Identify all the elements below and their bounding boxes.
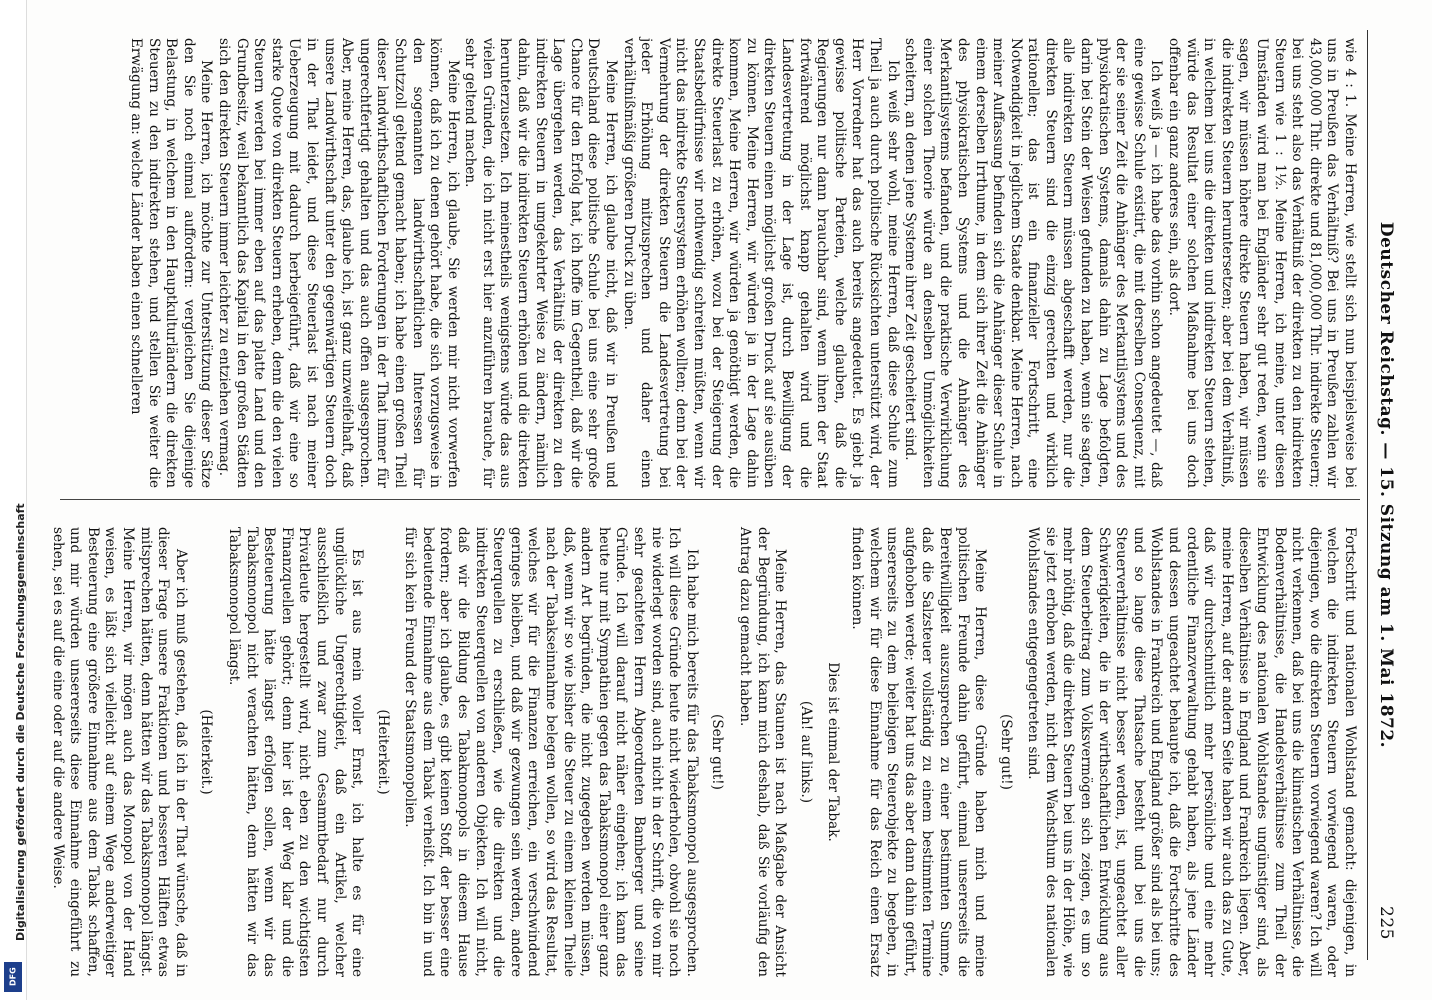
paragraph: Ich weiß ja — ich habe das vorhin schon angedeutet —, daß eine gewisse Schule existirt, die mit derselben Consequenz, mit der sie seiner Zeit die Anhänger des Merkantilsystems und des physiokratischen Systems, damals dahin zu Lage befolgten, darin bei Stein der Weisen gefunden zu haben, wenn sie sagten, alle indirekten Steuern müssen abgeschafft werden, nur die direkten Steuern sind die einzig gerechten und wirklich rationellen; das ist ein finanzieller Fortschritt, eine Notwendigkeit in jeglichem Staate denkbar. Meine Herren, nach meiner Auffassung befinden sich die Anhänger dieser Schule in einem derselben Irrthume, in dem sich ihrer Zeit die Anhänger des physiokratischen Systems und die Anhänger des Merkantilsystems befanden, und die praktische Verwirklichung einer solchen Theorie würde an denselben Unmöglichkeiten scheitern, an denen jene Systeme ihrer Zeit gescheitert sind.	[902, 38, 1165, 488]
paragraph: Meine Herren, das Staunen ist nach Maßgabe der Ansicht der Begründung, ich kann mich deshalb, daß Sie vorläufig den Antrag dazu gemacht haben.	[737, 527, 789, 977]
paragraph: Fortschritt und nationalen Wohlstand gemacht: diejenigen, in welchen die indirekten Steuern vorwiegend waren, oder diejenigen, wo die direkten Steuern vorwiegend waren? Ich will nicht verkennen, daß bei uns die klimatischen Verhältnisse, die Bodenverhältnisse, die Handelsverhältnisse zum Theil der Entwicklung des nationalen Wohlstandes ungünstiger sind, als dieselben Verhältnisse in England und Frankreich liegen. Aber, meine Herren, auf der andern Seite haben wir auch das zu Gute, daß wir durchschnittlich mehr persönliche und eine mehr ordentliche Finanzverwaltung gehabt haben, als jene Länder und dessen ungeachtet behaupte ich, daß die Fortschritte des Wohlstandes in Frankreich und England größer sind als bei uns; und so lange diese Thatsache besteht und bei uns die Steuerverhältnisse nicht besser werden, ist, ungeachtet aller Schwierigkeiten, die in der wirthschaftlichen Entwicklung aus dem Steuerbeitrag zum Volksvermögen sich zeigen, es um so mehr nöthig, daß die direkten Steuern bei uns in der Höhe, wie sie jetzt erhoben werden, nicht dem Wachsthum des nationalen Wohlstandes entgegengetreten sind.	[1025, 527, 1358, 977]
left-column	[58, 38, 1358, 488]
paragraph: Aber ich muß gestehen, daß ich in der That wünsche, daß in dieser Frage unsere Fraktionen und besseren Hälften etwas mitsprechen hätten, denn hätten wir das Tabaksmonopol längst. Meine Herren, wir mögen auch das Monopol von der Hand weisen, es läßt sich vielleicht auf einem Wege anderweitiger Besteuerung eine größere Einnahme aus dem Tabak schaffen, und mir würden unsererseits diese Einnahme eingeführt zu sehen, sei es auf die eine oder auf die andere Weise.	[49, 527, 189, 977]
paragraph: Meine Herren, ich glaube, Sie werden mir nicht vorwerfen können, daß ich zu denen gehört habe, die sich vorzugsweise in den sogenannten landwirthschaftlichen Interessen für Schutzzoll geltend gemacht haben; ich habe einen großen Theil dieser landwirthschaftlichen Forderungen in der That immer für ungerechtfertigt gehalten und das auch offen ausgesprochen. Aber, meine Herren, das, glaube ich, ist ganz unzweifelhaft, daß unsere Landwirthschaft unter den gegenwärtigen Steuern doch in der That leidet, und diese Steuerlast ist nach meiner Ueberzeugung mit dadurch herbeigeführt, daß wir eine so starke Quote von direkten Steuern erheben, denn die den vielen Steuern werden bei immer eben auf das platte Land und den Grundbesitz, weil bekanntlich das Kapital in den großen Städten sich den direkten Steuern immer leichter zu entziehen vermag.	[216, 38, 461, 488]
interjection: (Sehr gut!)	[997, 714, 1014, 790]
centered-line: Dies ist einmal der Tabak.	[825, 662, 842, 842]
header-title: Deutscher Reichstag. — 15. Sitzung am 1. Mai 1872.	[1376, 221, 1396, 749]
header-rule	[1367, 30, 1368, 960]
right-column	[49, 527, 1358, 977]
paragraph: Meine Herren, ich möchte zur Unterstützung dieser Sätze den Sie noch einmal auffordern: vergleichen Sie diejenige Belastung, in welchem in den Hauptkulturländern die direkten Steuern zu den indirekten stehen, und stellen Sie weiter die Erwägung an: welche Länder haben einen schnelleren	[128, 38, 215, 488]
paragraph: Ich habe mich bereits für das Tabaksmonopol ausgesprochen. Ich will diese Gründe heute nicht wiederholen, obwohl sie noch nie widerlegt worden sind, auch nicht in der Schrift, die von mir sehr geachteten Herrn Abgeordneten Bamberger und seine Gründe. Ich will darauf nicht näher eingehen; ich kann das heute nur mit Sympathien gegen das Tabaksmonopol einer ganz andern Art begründen, die nicht zugegeben werden müssen, daß, wenn wir so wie bisher die Steuer zu einem kleinen Theile nach der Tabakseinnahme belegen wollen, so wird das Resultat, welches wir für die Finanzen erreichen, ein verschwindend geringes bleiben, und daß wir gezwungen sein werden, andere Steuerquellen zu erschließen, wie die direkten und die indirekten Steuerquellen von anderen Objekten. Ich will nicht, daß wir die Bildung des Tabakmonopols in diesem Hause fordern; aber ich glaube, es gibt keinen Stoff, der besser eine bedeutende Einnahme aus dem Tabak verheißt. Ich bin in und für sich kein Freund der Staatsmonopolien.	[402, 527, 700, 977]
paragraph: Meine Herren, diese Gründe haben mich und meine politischen Freunde dahin geführt, einmal unsererseits die Bereitwilligkeit auszusprechen zu einer bestimmten Summe, daß die Salzsteuer vollständig zu einem bestimmten Termine aufgehoben werde; weiter hat uns das aber dann dahin geführt, unsererseits zu dem beliebigen Steuerobjekte zu begeben, in welchem wir für diese Einnahme für das Reich einen Ersatz finden können.	[848, 527, 989, 977]
paragraph: Es ist aus mein voller Ernst, ich halte es für eine unglückliche Ungerechtigkeit, daß ein Artikel, welcher ausschließlich und zwar zum Gesammtbedarf nur durch Privatleute hergestellt wird, nicht eben zu den wichtigsten Finanzquellen gehört; denn hier ist der Weg klar und die Besteuerung hätte längst erfolgen sollen, wenn wir das Tabaksmonopol nicht verachten hätten, denn hätten wir das Tabaksmonopol längst.	[225, 527, 366, 977]
paragraph: wie 4 : 1. Meine Herren, wie stellt sich nun beispielsweise bei uns in Preußen das Verhältniß? Bei uns in Preußen zahlen wir 43,000,000 Thlr. direkte und 81,000,000 Thlr. indirekte Steuern; bei uns steht also das Verhältniß der direkten zu den indirekten Steuern wie 1 : 1½. Meine Herren, ich meine, unter diesen Umständen wird man bei Engländer sehr gut reden, wenn sie sagen, wir müssen höhere direkte Steuern haben, wir müssen die indirekten Steuern heruntersetzen; aber bei dem Verhältniß, in welchem bei uns die direkten und indirekten Steuern stehen, würde das Resultat einer solchen Maßnahme bei uns doch offenbar ein ganz anderes sein, als dort.	[1166, 38, 1358, 488]
dfg-logo: DFG	[4, 962, 22, 992]
interjection: (Sehr gut!)	[709, 714, 726, 790]
paragraph: Ich weiß sehr wohl, meine Herren, daß diese Schule zum Theil ja auch durch politische Rücksichten unterstützt wird, der Herr Vorredner hat das auch bereits angedeutet. Es giebt ja gewisse politische Parteien, welche glauben, daß die Regierungen nur dann brauchbar sind, wenn ihnen der Staat fortwährend möglichst knapp gehalten wird und die Landesvertretung in der Lage ist, durch Bewilligung der direkten Steuern einen möglichst großen Druck auf sie ausüben zu können. Meine Herren, wir würden ja in der Lage dahin kommen, Meine Herren, wir würden ja genöthigt werden, die direkte Steuerlast zu erhöhen, wozu bei der Steigerung der Staatsbedürfnisse wir nothwendig schreiten müßten, wenn wir nicht das indirekte Steuersystem erhöhen wollten; denn bei der Vermehrung der direkten Steuern die Landesvertretung bei jeder Erhöhung mitzusprechen und daher einen verhältnißmäßig größeren Druck zu üben.	[620, 38, 901, 488]
interjection: (Ah! auf links.)	[797, 700, 814, 804]
digitization-sidebar	[0, 0, 27, 1000]
column-divider	[60, 499, 1360, 500]
paragraph: Meine Herren, ich glaube nicht, daß wir in Preußen und Deutschland diese politische Schule bei uns eine sehr große Chance für den Erfolg hat, ich hoffe im Gegentheil, daß wir die Lage übergehen werden, das Verhältniß der direkten zu den indirekten Steuern in umgekehrter Weise zu ändern, nämlich dahin, daß wir die indirekten Steuern erhöhen und die direkten herunterzusetzen. Ich meinestheils wenigstens würde das aus vielen Gründen, die ich nicht erst hier anzuführen brauche, für sehr geltend machen.	[462, 38, 620, 488]
interjection: (Heiterkeit.)	[198, 709, 215, 795]
interjection: (Heiterkeit.)	[374, 709, 391, 795]
digitization-credit: Digitalisierung gefördert durch die Deutsche Forschungsgemeinschaft	[14, 503, 27, 941]
page-number: 225	[1376, 906, 1396, 940]
page-header	[1370, 30, 1396, 940]
